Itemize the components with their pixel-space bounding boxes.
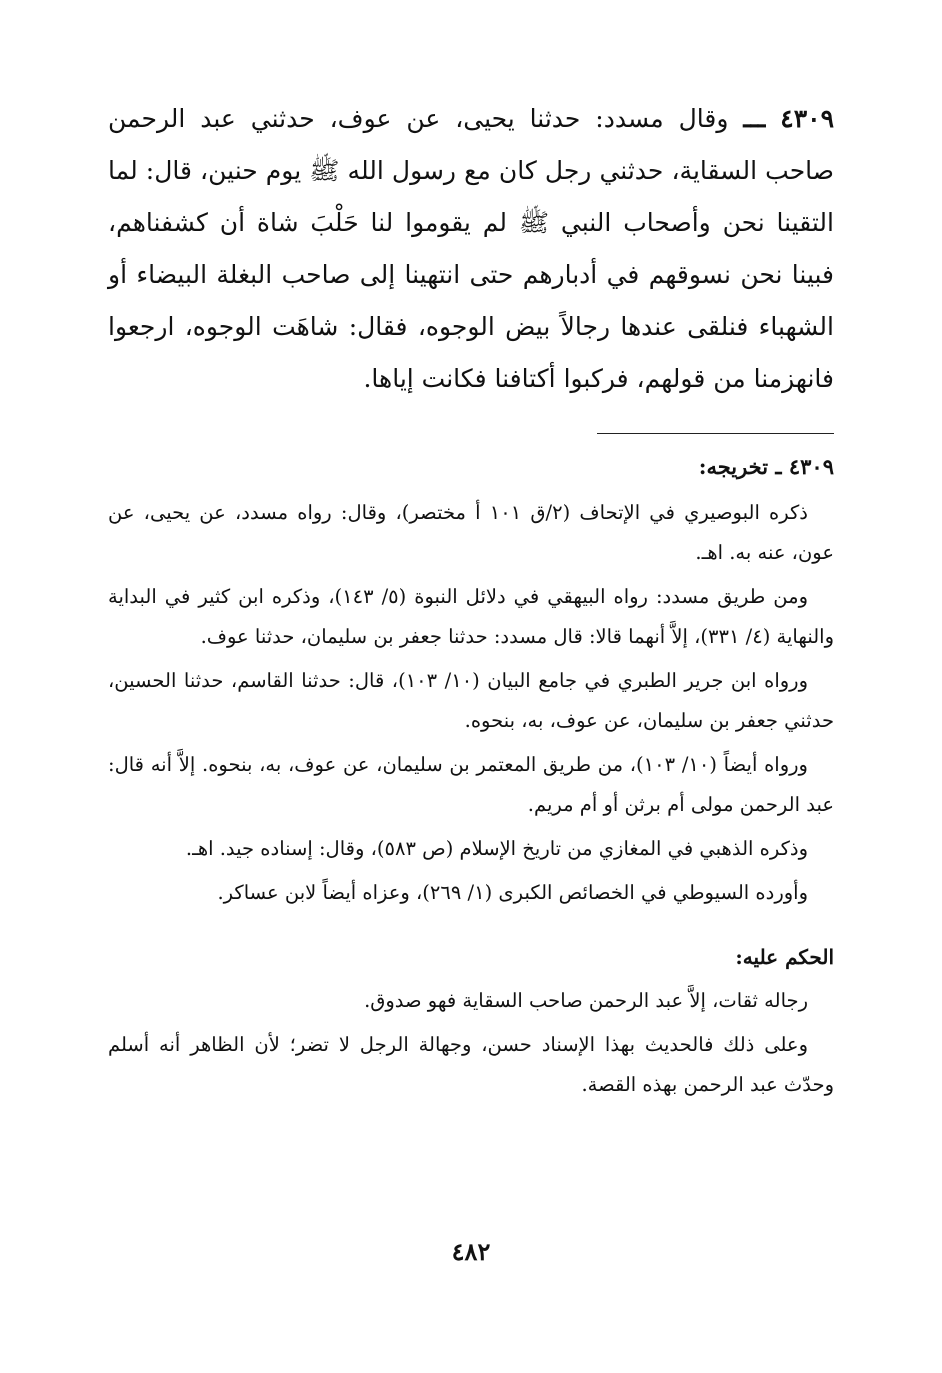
footnote-divider xyxy=(597,433,834,434)
takhrij-paragraph-6: وأورده السيوطي في الخصائص الكبرى (١/ ٢٦٩)، وعزاه أيضاً لابن عساكر. xyxy=(217,881,808,904)
hadith-text: وقال مسدد: حدثنا يحيى، عن عوف، حدثني عبد الرحمن صاحب السقاية، حدثني رجل كان مع رسول الله ﷺ يوم حنين، قال: لما التقينا نحن وأصحاب النبي ﷺ لم يقوموا لنا حَلْبَ شاة أن كشفناهم، فبينا نحن نسوقهم في أدبارهم حتى انتهينا إلى صاحب البغلة البيضاء أو الشهباء فنلقى عندها رجالاً بيض الوجوه، فقال: شاهَت الوجوه، ارجعوا فانهزمنا من قولهم، فركبوا أكتافنا فكانت إياها. xyxy=(108,104,834,393)
ruling-paragraph-2: وعلى ذلك فالحديث بهذا الإسناد حسن، وجهالة الرجل لا تضر؛ لأن الظاهر أنه أسلم وحدّث عبد الرحمن بهذه القصة. xyxy=(108,1033,834,1096)
takhrij-paragraph-4: ورواه أيضاً (١٠/ ١٠٣)، من طريق المعتمر بن سليمان، عن عوف، به، بنحوه. إلاَّ أنه قال: عبد الرحمن مولى أم برثن أو أم مريم. xyxy=(108,753,834,816)
takhrij-paragraph-5: وذكره الذهبي في المغازي من تاريخ الإسلام (ص ٥٨٣)، وقال: إسناده جيد. اهـ. xyxy=(185,837,808,860)
ruling-paragraph-1: رجاله ثقات، إلاَّ عبد الرحمن صاحب السقاية فهو صدوق. xyxy=(364,989,808,1012)
hadith-block xyxy=(108,93,834,405)
page-number: ٤٨٢ xyxy=(451,1237,491,1266)
takhrij-paragraph-2: ومن طريق مسدد: رواه البيهقي في دلائل النبوة (٥/ ١٤٣)، وذكره ابن كثير في البداية والنهاية (٤/ ٣٣١)، إلاَّ أنهما قالا: قال مسدد: حدثنا جعفر بن سليمان، حدثنا عوف. xyxy=(108,585,834,648)
hadith-dash: ـــ xyxy=(743,104,766,133)
takhrij-paragraph-3: ورواه ابن جرير الطبري في جامع البيان (١٠/ ١٠٣)، قال: حدثنا القاسم، حدثنا الحسين، حدثني جعفر بن سليمان، عن عوف، به، بنحوه. xyxy=(108,669,834,732)
hadith-number: ٤٣٠٩ xyxy=(780,104,834,133)
takhrij-paragraph-1: ذكره البوصيري في الإتحاف (٢/ق ١٠١ أ مختصر)، وقال: رواه مسدد، عن يحيى، عن عون، عنه به. اهـ. xyxy=(108,501,834,564)
footnotes-block xyxy=(108,447,834,1109)
ruling-heading: الحكم عليه: xyxy=(735,945,834,969)
hadith-paragraph xyxy=(108,93,834,405)
takhrij-heading: ٤٣٠٩ ـ تخريجه: xyxy=(698,454,834,479)
